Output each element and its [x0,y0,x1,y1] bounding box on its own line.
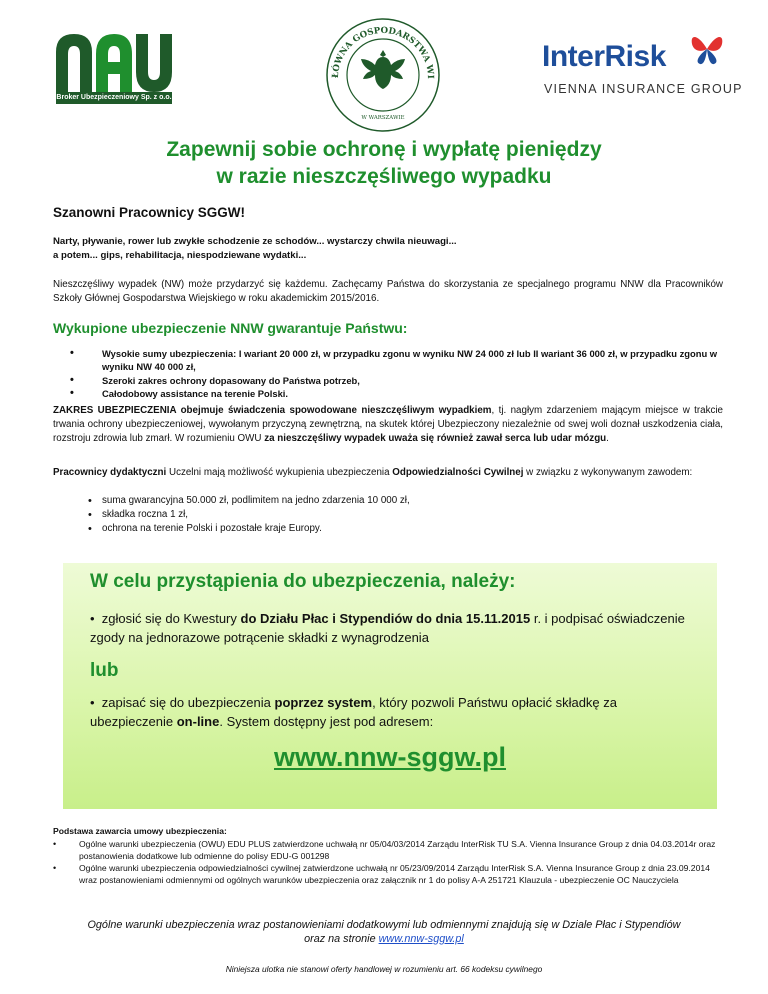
list-item: • ochrona na terenie Polski i pozostałe kraje Europy. [88,522,708,536]
liability-list [88,494,708,536]
list-item: • Całodobowy assistance na terenie Polski. [70,387,720,400]
join-option-2-bold-1: poprzez system [274,695,373,710]
liability-bold-2: Odpowiedzialności Cywilnej [392,467,524,478]
seal-city-text: W WARSZAWIE [361,115,405,121]
coverage-bold-1: ZAKRES UBEZPIECZENIA obejmuje świadczenia spowodowane nieszczęśliwym wypadkiem [53,405,492,416]
nau-letters-graphic [52,30,172,92]
liability-paragraph [53,466,723,480]
join-option-2-bold-2: on-line [176,714,220,729]
butterfly-icon [688,32,726,66]
footer-note [0,918,768,946]
intro-line2: a potem... gips, rehabilitacja, niespodziewane wydatki... [53,250,307,261]
list-item: • Wysokie sumy ubezpieczenia: I wariant 20 000 zł, w przypadku zgonu w wyniku NW 24 000 zł lub II wariant 36 000 zł, w przypadku zgonu w wyniku NW 40 000 zł, [70,347,720,374]
headline [0,136,768,190]
liability-text-2: w związku z wykonywanym zawodem: [523,467,693,478]
coverage-text-1: , tj. nagłym zdarzeniem mającym miejsce w trakcie trwania ochrony ubezpieczeniowej, wywołanym przyczyną zewnętrzną, na skutek której Ubezpieczony niezależnie od swej woli doznał uszkodzenia ciała, rozstroju zdrowia lub zmarł. W rozumieniu OWU [53,405,723,444]
intro-text [53,235,723,263]
bullet-icon: • [90,695,102,710]
basis-list [53,838,723,886]
registration-url-link[interactable]: www.nnw-sggw.pl [274,742,506,772]
disclaimer: Niniejsza ulotka nie stanowi oferty handlowej w rozumieniu art. 66 kodeksu cywilnego [225,964,543,974]
interrisk-group: VIENNA INSURANCE GROUP [544,82,743,96]
join-title: W celu przystąpienia do ubezpieczenia, należy: [90,571,516,592]
liability-bold-1: Pracownicy dydaktyczni [53,467,167,478]
join-option-2-text-e: . System dostępny jest pod adresem: [219,714,434,729]
join-option-2 [90,693,700,731]
seal-ring-text: ŁÓWNA GOSPODARSTWA WI [330,25,436,79]
list-item: • składka roczna 1 zł, [88,508,708,522]
join-option-1 [90,609,700,647]
basis-title: Podstawa zawarcia umowy ubezpieczenia: [53,826,227,836]
nau-subtitle: Broker Ubezpieczeniowy Sp. z o.o. [56,92,172,104]
footer-line2-prefix: oraz na stronie [304,933,379,945]
coverage-bold-2: za nieszczęśliwy wypadek uważa się również zawał serca lub udar mózgu [264,433,607,444]
headline-line2: w razie nieszczęśliwego wypadku [216,165,552,188]
footer-line1: Ogólne warunki ubezpieczenia wraz postanowieniami dodatkowymi lub odmiennymi znajdują się w Dziale Płac i Stypendiów [87,919,681,931]
nau-logo [52,30,172,106]
intro-paragraph: Nieszczęśliwy wypadek (NW) może przydarzyć się każdemu. Zachęcamy Państwa do skorzystania ze specjalnego programu NNW dla Pracowników Szkoły Głównej Gospodarstwa Wiejskiego w roku akademickim 2015/2016. [53,279,723,304]
join-option-2-text-a: zapisać się do ubezpieczenia [101,695,275,710]
sggw-seal [324,16,442,134]
interrisk-name: InterRisk [542,40,666,73]
list-item: • Ogólne warunki ubezpieczenia (OWU) EDU PLUS zatwierdzone uchwałą nr 05/04/03/2014 Zarządu InterRisk TU S.A. Vienna Insurance Group z dnia 04.03.2014r oraz postanowienia dodatkowe lub odmienne do polisy EDU-G 001298 [53,838,723,862]
join-option-1-text-a: zgłosić się do Kwestury [101,611,241,626]
bullet-icon: • [90,611,102,626]
liability-text-1: Uczelni mają możliwość wykupienia ubezpieczenia [166,467,393,478]
coverage-paragraph [53,404,723,446]
join-option-1-bold: do Działu Płac i Stypendiów do dnia 15.11.2015 [240,611,531,626]
footer-line2 [0,932,768,946]
guarantees-list [70,347,720,400]
footer-link[interactable]: www.nnw-sggw.pl [378,933,464,945]
intro-line1: Narty, pływanie, rower lub zwykłe schodzenie ze schodów... wystarczy chwila nieuwagi... [53,236,457,247]
join-option-2-text-c: , który pozwoli Państwu opłacić składkę za ubezpieczenie [90,695,618,729]
headline-line1: Zapewnij sobie ochronę i wypłatę pieniędzy [166,138,602,161]
list-item: • suma gwarancyjna 50.000 zł, podlimitem na jedno zdarzenia 10 000 zł, [88,494,708,508]
interrisk-logo [538,36,743,100]
join-or: lub [90,660,119,681]
greeting: Szanowni Pracownicy SGGW! [53,205,246,220]
list-item: • Ogólne warunki ubezpieczenia odpowiedzialności cywilnej zatwierdzone uchwałą nr 05/23/09/2014 Zarządu InterRisk S.A. Vienna Insurance Group z dnia 23.09.2014 wraz postanowieniami odmiennymi od ogólnych warunków ubezpieczenia oraz załącznik nr 1 do polisy A-A 251721 Klauzula - ubezpieczenie OC Nauczyciela [53,862,723,886]
list-item: • Szeroki zakres ochrony dopasowany do Państwa potrzeb, [70,374,720,387]
join-option-1-text-c: r. i podpisać oświadczenie zgody na jednorazowe potrącenie składki z wynagrodzenia [90,611,685,645]
coverage-text-2: . [606,433,609,444]
eagle-icon [361,50,405,89]
section-title: Wykupione ubezpieczenie NNW gwarantuje Państwu: [53,320,408,336]
